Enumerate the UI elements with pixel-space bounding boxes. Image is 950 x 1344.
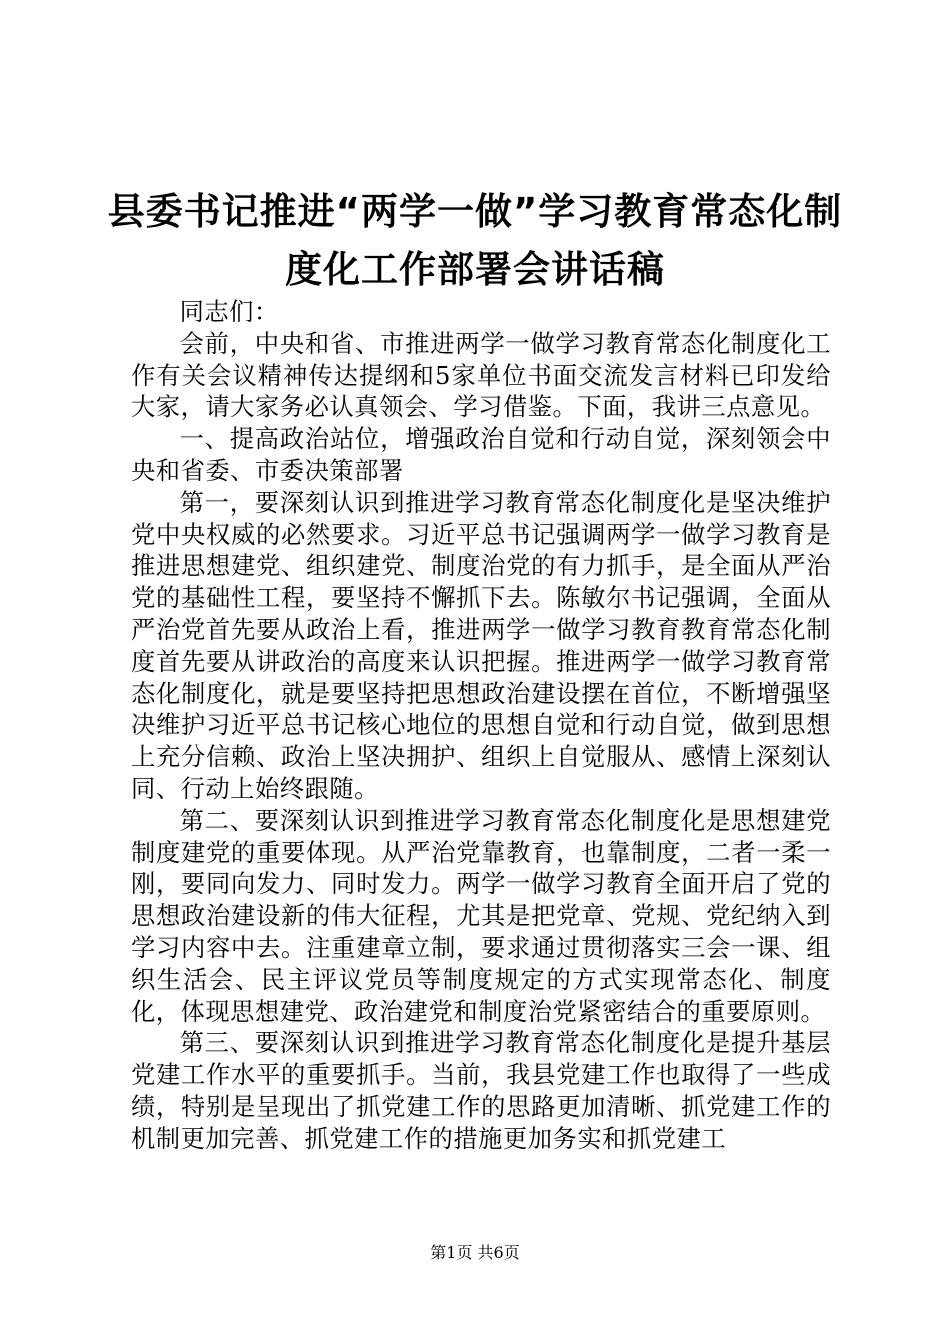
salutation: 同志们：	[179, 297, 279, 326]
paragraph-first: 第一，要深刻认识到推进学习教育常态化制度化是坚决维护党中央权威的必然要求。习近平总书记强调两学一做学习教育是推进思想建党、组织建党、制度治党的有力抓手，是全面从严治党的基础性工程，要坚持不懈抓下去。陈敏尔书记强调，全面从严治党首先要从政治上看，推进两学一做学习教育教育常态化制度首先要从讲政治的高度来认识把握。推进两学一做学习教育常态化制度化，就是要坚持把思想政治建设摆在首位，不断增强坚决维护习近平总书记核心地位的思想自觉和行动自觉，做到思想上充分信赖、政治上坚决拥护、组织上自觉服从、感情上深刻认同、行动上始终跟随。	[131, 487, 831, 803]
paragraph-third: 第三、要深刻认识到推进学习教育常态化制度化是提升基层党建工作水平的重要抓手。当前，我县党建工作也取得了一些成绩，特别是呈现出了抓党建工作的思路更加清晰、抓党建工作的机制更加完善、抓党建工作的措施更加务实和抓党建工	[131, 1028, 831, 1153]
page-number-footer: 第1页 共6页	[430, 1243, 520, 1262]
paragraph-second: 第二、要深刻认识到推进学习教育常态化制度化是思想建党制度建党的重要体现。从严治党靠教育，也靠制度，二者一柔一刚，要同向发力、同时发力。两学一做学习教育全面开启了党的思想政治建设新的伟大征程，尤其是把党章、党规、党纪纳入到学习内容中去。注重建章立制，要求通过贯彻落实三会一课、组织生活会、民主评议党员等制度规定的方式实现常态化、制度化，体现思想建党、政治建党和制度治党紧密结合的重要原则。	[131, 805, 831, 1026]
document-title-line-2: 度化工作部署会讲话稿	[285, 248, 665, 291]
document-body	[131, 296, 831, 1155]
document-title-line-1: 县委书记推进“两学一做”学习教育常态化制	[107, 190, 843, 233]
section-heading-1: 一、提高政治站位，增强政治自觉和行动自觉，深刻领会中央和省委、市委决策部署	[131, 424, 831, 485]
paragraph-intro: 会前，中央和省、市推进两学一做学习教育常态化制度化工作有关会议精神传达提纲和5家单位书面交流发言材料已印发给大家，请大家务必认真领会、学习借鉴。下面，我讲三点意见。	[131, 328, 831, 422]
